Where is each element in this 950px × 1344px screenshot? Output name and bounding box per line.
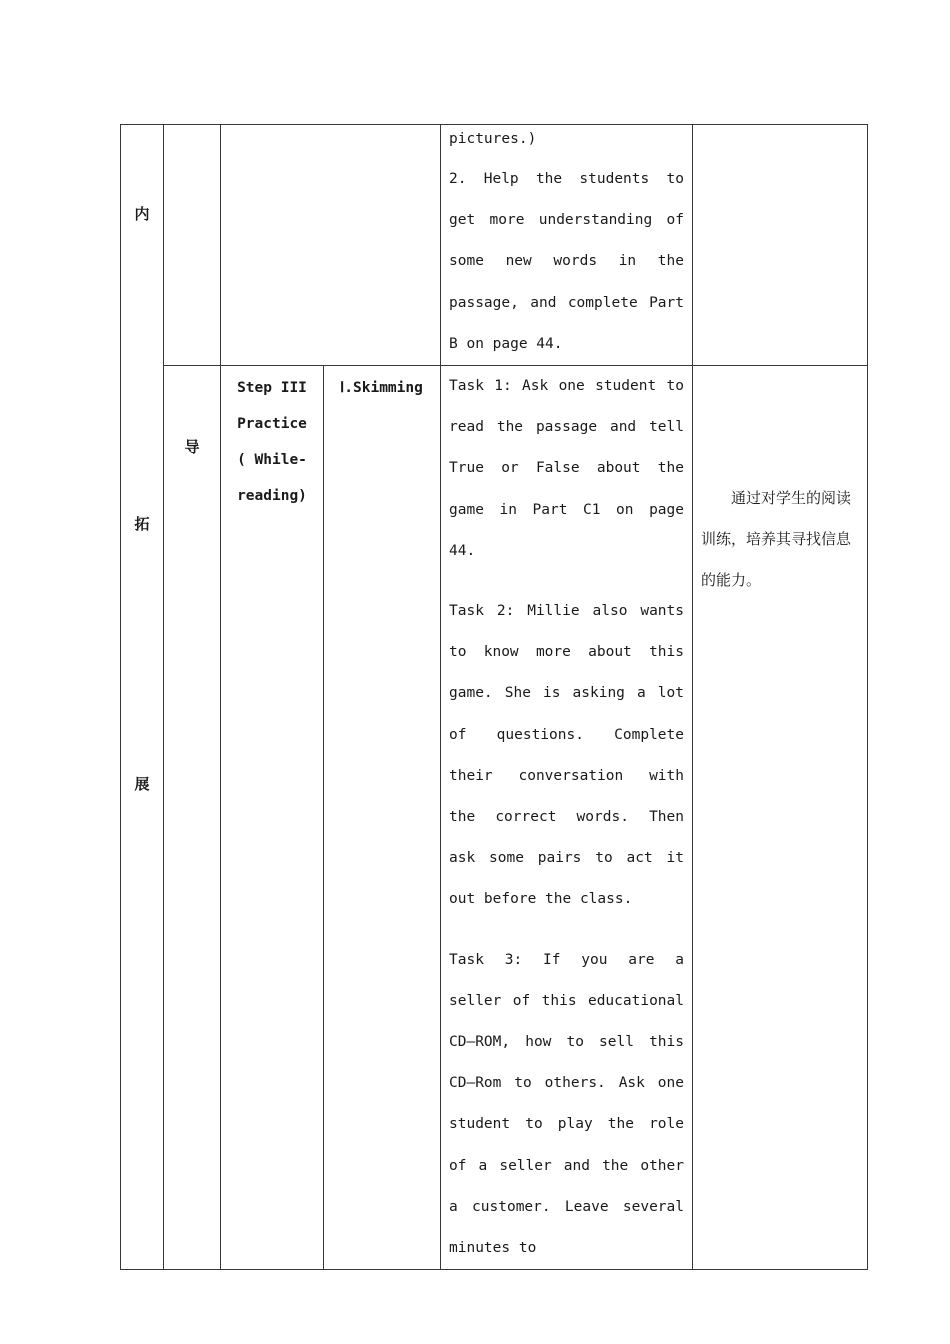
activity-type: Ⅰ.Skimming (340, 380, 423, 397)
section-label-char: 拓 (134, 515, 150, 533)
step-line: Step III (237, 380, 307, 397)
design-intent-cell (693, 366, 868, 1270)
empty-cell (221, 125, 441, 366)
step-line: reading) (237, 488, 307, 505)
table-row (121, 366, 868, 1270)
activity-paragraph: 2. Help the students to get more understanding of some new words in the passage, and complete Part B on page 44. (449, 171, 684, 352)
section-label-char: 内 (134, 205, 150, 223)
task-paragraph: Task 2: Millie also wants to know more about this game. She is asking a lot of questions. Complete their conversation with the correct words. Then ask some pairs to act it out before the class. (449, 603, 684, 908)
guide-label-cell (164, 366, 221, 1270)
empty-cell (693, 125, 868, 366)
text-line: pictures.) (449, 131, 537, 147)
step-line: Practice (237, 416, 307, 433)
teacher-activity-cell (441, 366, 693, 1270)
task-paragraph: Task 1: Ask one student to read the passage and tell True or False about the game in Part C1 on page 44. (449, 378, 684, 559)
lesson-plan-table (120, 124, 868, 1270)
table-row (121, 125, 868, 366)
teacher-activity-cell (441, 125, 693, 366)
section-label-cell (121, 125, 164, 1270)
activity-type-cell (324, 366, 441, 1270)
empty-cell (164, 125, 221, 366)
step-cell (221, 366, 324, 1270)
step-line: ( While- (237, 452, 307, 469)
guide-label: 导 (184, 438, 200, 457)
section-label-char: 展 (134, 775, 150, 793)
task-paragraph: Task 3: If you are a seller of this educational CD—ROM, how to sell this CD—Rom to others. Ask one student to play the role of a seller and the other a customer. Leave several minutes to (449, 951, 684, 1257)
design-intent-text: 通过对学生的阅读训练，培养其寻找信息的能力。 (701, 489, 852, 590)
